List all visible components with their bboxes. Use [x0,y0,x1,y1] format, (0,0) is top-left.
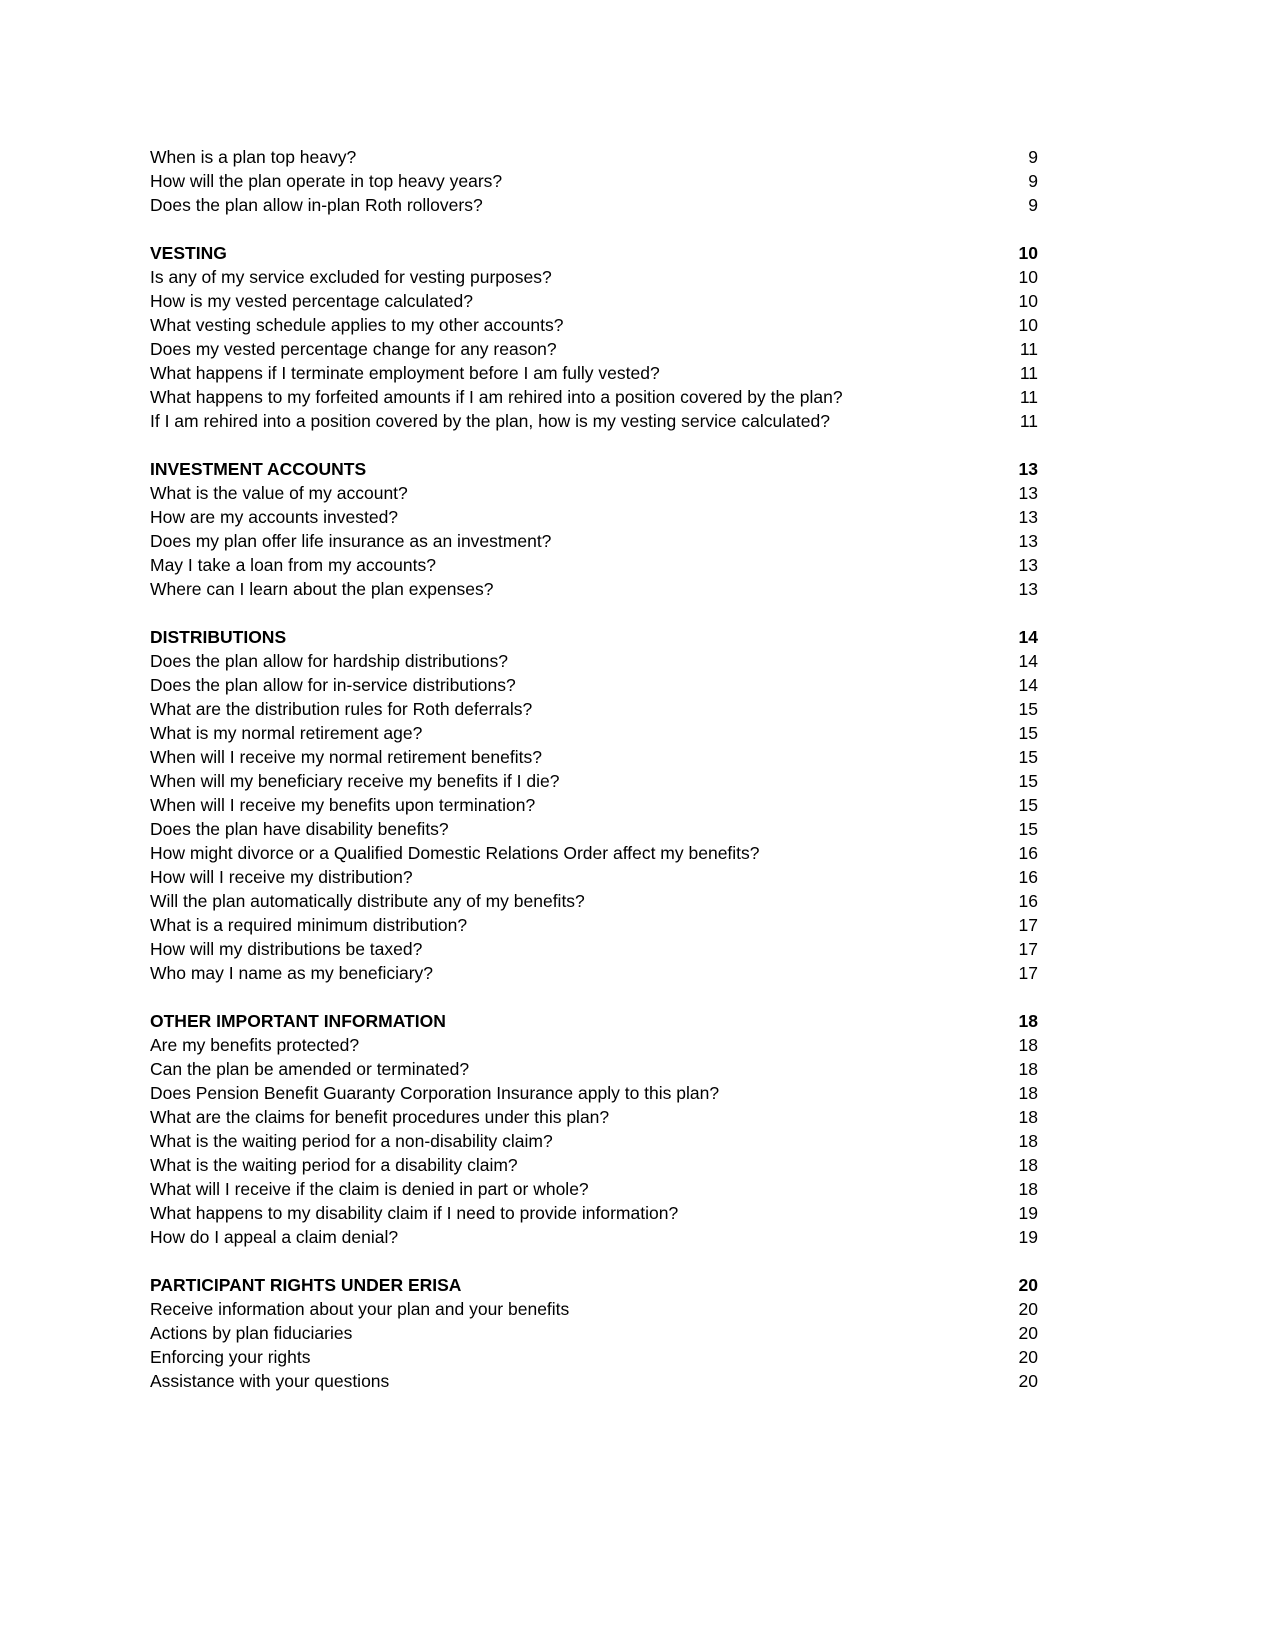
toc-entry [150,1321,1038,1345]
toc-entry [150,793,1038,817]
toc-entry-page-number: 13 [1018,555,1038,575]
toc-entry [150,1057,1038,1081]
toc-entry [150,385,1038,409]
toc-entry [150,1081,1038,1105]
toc-entry-page-number: 20 [1018,1299,1038,1319]
toc-section-page-number: 18 [1018,1011,1038,1031]
toc-entry [150,193,1038,217]
toc-entry [150,481,1038,505]
toc-section-header [150,625,1038,649]
toc-section-header [150,1009,1038,1033]
toc-entry-label: May I take a loan from my accounts? [150,555,436,575]
toc-entry [150,673,1038,697]
toc-entry-page-number: 15 [1018,795,1038,815]
toc-entry-label: What are the distribution rules for Roth deferrals? [150,699,533,719]
toc-entry-page-number: 9 [1028,171,1038,191]
toc-entry-label: Is any of my service excluded for vesting purposes? [150,267,552,287]
toc-entry-page-number: 20 [1018,1371,1038,1391]
toc-entry [150,313,1038,337]
toc-entry [150,289,1038,313]
toc-entry [150,1129,1038,1153]
toc-entry-page-number: 15 [1018,699,1038,719]
toc-entry-page-number: 18 [1018,1131,1038,1151]
toc-entry-page-number: 16 [1018,843,1038,863]
toc-entry-page-number: 9 [1028,147,1038,167]
toc-entry-page-number: 17 [1018,915,1038,935]
toc-entry-page-number: 10 [1018,291,1038,311]
toc-section-page-number: 10 [1018,243,1038,263]
toc-entry-label: Enforcing your rights [150,1347,311,1367]
toc-entry-label: How will my distributions be taxed? [150,939,423,959]
toc-entry-label: Does the plan allow for in-service distributions? [150,675,516,695]
toc-entry-page-number: 11 [1019,363,1038,383]
toc-entry-page-number: 15 [1018,819,1038,839]
toc-entry-page-number: 17 [1018,963,1038,983]
toc-entry-label: Actions by plan fiduciaries [150,1323,353,1343]
toc-section-title: DISTRIBUTIONS [150,627,287,647]
toc-entry-label: Does my plan offer life insurance as an investment? [150,531,552,551]
toc-entry [150,1225,1038,1249]
toc-entry [150,409,1038,433]
toc-entry-label: What is the waiting period for a non-disability claim? [150,1131,553,1151]
toc-entry [150,745,1038,769]
toc-entry-page-number: 10 [1018,315,1038,335]
toc-entry-label: What are the claims for benefit procedures under this plan? [150,1107,610,1127]
toc-entry-label: Does the plan have disability benefits? [150,819,449,839]
toc-entry [150,577,1038,601]
toc-section-header [150,1273,1038,1297]
toc-entry [150,697,1038,721]
toc-section-page-number: 13 [1018,459,1038,479]
toc-entry-page-number: 14 [1018,675,1038,695]
toc-entry [150,649,1038,673]
toc-entry-label: What is the value of my account? [150,483,408,503]
toc-entry-label: What vesting schedule applies to my other accounts? [150,315,564,335]
toc-entry-label: When will I receive my normal retirement benefits? [150,747,542,767]
toc-entry-label: Can the plan be amended or terminated? [150,1059,470,1079]
toc-entry-page-number: 18 [1018,1083,1038,1103]
toc-entry-page-number: 15 [1018,747,1038,767]
toc-entry [150,1153,1038,1177]
toc-entry-label: How are my accounts invested? [150,507,399,527]
toc-entry [150,769,1038,793]
toc-entry [150,1033,1038,1057]
toc-entry-page-number: 18 [1018,1107,1038,1127]
toc-section-header [150,457,1038,481]
toc-entry-label: What is the waiting period for a disability claim? [150,1155,518,1175]
toc-entry [150,1105,1038,1129]
toc-entry [150,553,1038,577]
toc-entry-page-number: 20 [1018,1347,1038,1367]
toc-entry [150,265,1038,289]
toc-entry-label: What will I receive if the claim is denied in part or whole? [150,1179,589,1199]
toc-entry-page-number: 11 [1019,387,1038,407]
toc-entry-page-number: 18 [1018,1155,1038,1175]
toc-section-title: OTHER IMPORTANT INFORMATION [150,1011,446,1031]
toc-entry-page-number: 14 [1018,651,1038,671]
toc-entry [150,169,1038,193]
toc-entry-label: Does my vested percentage change for any reason? [150,339,557,359]
toc-entry-page-number: 18 [1018,1179,1038,1199]
toc-entry [150,841,1038,865]
toc-entry-page-number: 15 [1018,723,1038,743]
toc-entry [150,1345,1038,1369]
toc-section-title: VESTING [150,243,227,263]
toc-entry-label: Does the plan allow for hardship distributions? [150,651,508,671]
toc-entry-label: How will the plan operate in top heavy years? [150,171,503,191]
toc-entry-page-number: 19 [1018,1203,1038,1223]
toc-entry [150,889,1038,913]
toc-entry-page-number: 10 [1018,267,1038,287]
toc-entry-label: What happens to my disability claim if I need to provide information? [150,1203,679,1223]
toc-entry-page-number: 20 [1018,1323,1038,1343]
toc-entry-label: What happens to my forfeited amounts if I am rehired into a position covered by the plan? [150,387,843,407]
toc-entry-label: What happens if I terminate employment before I am fully vested? [150,363,660,383]
toc-entry-label: How might divorce or a Qualified Domestic Relations Order affect my benefits? [150,843,760,863]
toc-entry [150,529,1038,553]
toc-entry [150,817,1038,841]
toc-entry-page-number: 15 [1018,771,1038,791]
toc-entry [150,1201,1038,1225]
toc-entry [150,337,1038,361]
toc-entry-label: Receive information about your plan and your benefits [150,1299,570,1319]
toc-entry [150,1369,1038,1393]
toc-entry-label: Assistance with your questions [150,1371,390,1391]
toc-section-title: INVESTMENT ACCOUNTS [150,459,367,479]
toc-section-title: PARTICIPANT RIGHTS UNDER ERISA [150,1275,462,1295]
toc-entry [150,937,1038,961]
toc-section-page-number: 20 [1018,1275,1038,1295]
toc-entry-label: How will I receive my distribution? [150,867,413,887]
toc-entry-page-number: 16 [1018,867,1038,887]
toc-entry-page-number: 17 [1018,939,1038,959]
toc-entry [150,721,1038,745]
toc-entry-label: What is my normal retirement age? [150,723,423,743]
toc-section-header [150,241,1038,265]
toc-section-page-number: 14 [1018,627,1038,647]
toc-entry-label: Are my benefits protected? [150,1035,360,1055]
toc-entry-label: Who may I name as my beneficiary? [150,963,434,983]
toc-entry-page-number: 16 [1018,891,1038,911]
toc-entry-page-number: 18 [1018,1035,1038,1055]
toc-entry-label: When will my beneficiary receive my benefits if I die? [150,771,560,791]
toc-entry-page-number: 13 [1018,483,1038,503]
toc-entry-label: Does the plan allow in-plan Roth rollovers? [150,195,483,215]
toc-entry-label: If I am rehired into a position covered by the plan, how is my vesting service calculated? [150,411,830,431]
toc-entry-page-number: 18 [1018,1059,1038,1079]
toc-entry [150,361,1038,385]
toc-entry-page-number: 13 [1018,507,1038,527]
toc-entry-page-number: 13 [1018,579,1038,599]
toc-entry [150,1177,1038,1201]
toc-entry [150,1297,1038,1321]
toc-entry [150,865,1038,889]
toc-entry-label: When is a plan top heavy? [150,147,357,167]
toc-entry-label: Does Pension Benefit Guaranty Corporation Insurance apply to this plan? [150,1083,720,1103]
toc-entry [150,505,1038,529]
toc-entry [150,145,1038,169]
toc-entry-page-number: 11 [1019,339,1038,359]
toc-entry-label: Will the plan automatically distribute any of my benefits? [150,891,585,911]
toc-entry-page-number: 11 [1019,411,1038,431]
toc-entry-page-number: 13 [1018,531,1038,551]
toc-entry [150,961,1038,985]
toc-entry-label: What is a required minimum distribution? [150,915,468,935]
toc-entry-page-number: 9 [1028,195,1038,215]
toc-entry-label: When will I receive my benefits upon termination? [150,795,536,815]
toc-entry-label: Where can I learn about the plan expenses? [150,579,494,599]
toc-entry [150,913,1038,937]
toc-entry-label: How is my vested percentage calculated? [150,291,473,311]
toc-entry-label: How do I appeal a claim denial? [150,1227,399,1247]
table-of-contents [150,145,1038,1393]
toc-entry-page-number: 19 [1018,1227,1038,1247]
